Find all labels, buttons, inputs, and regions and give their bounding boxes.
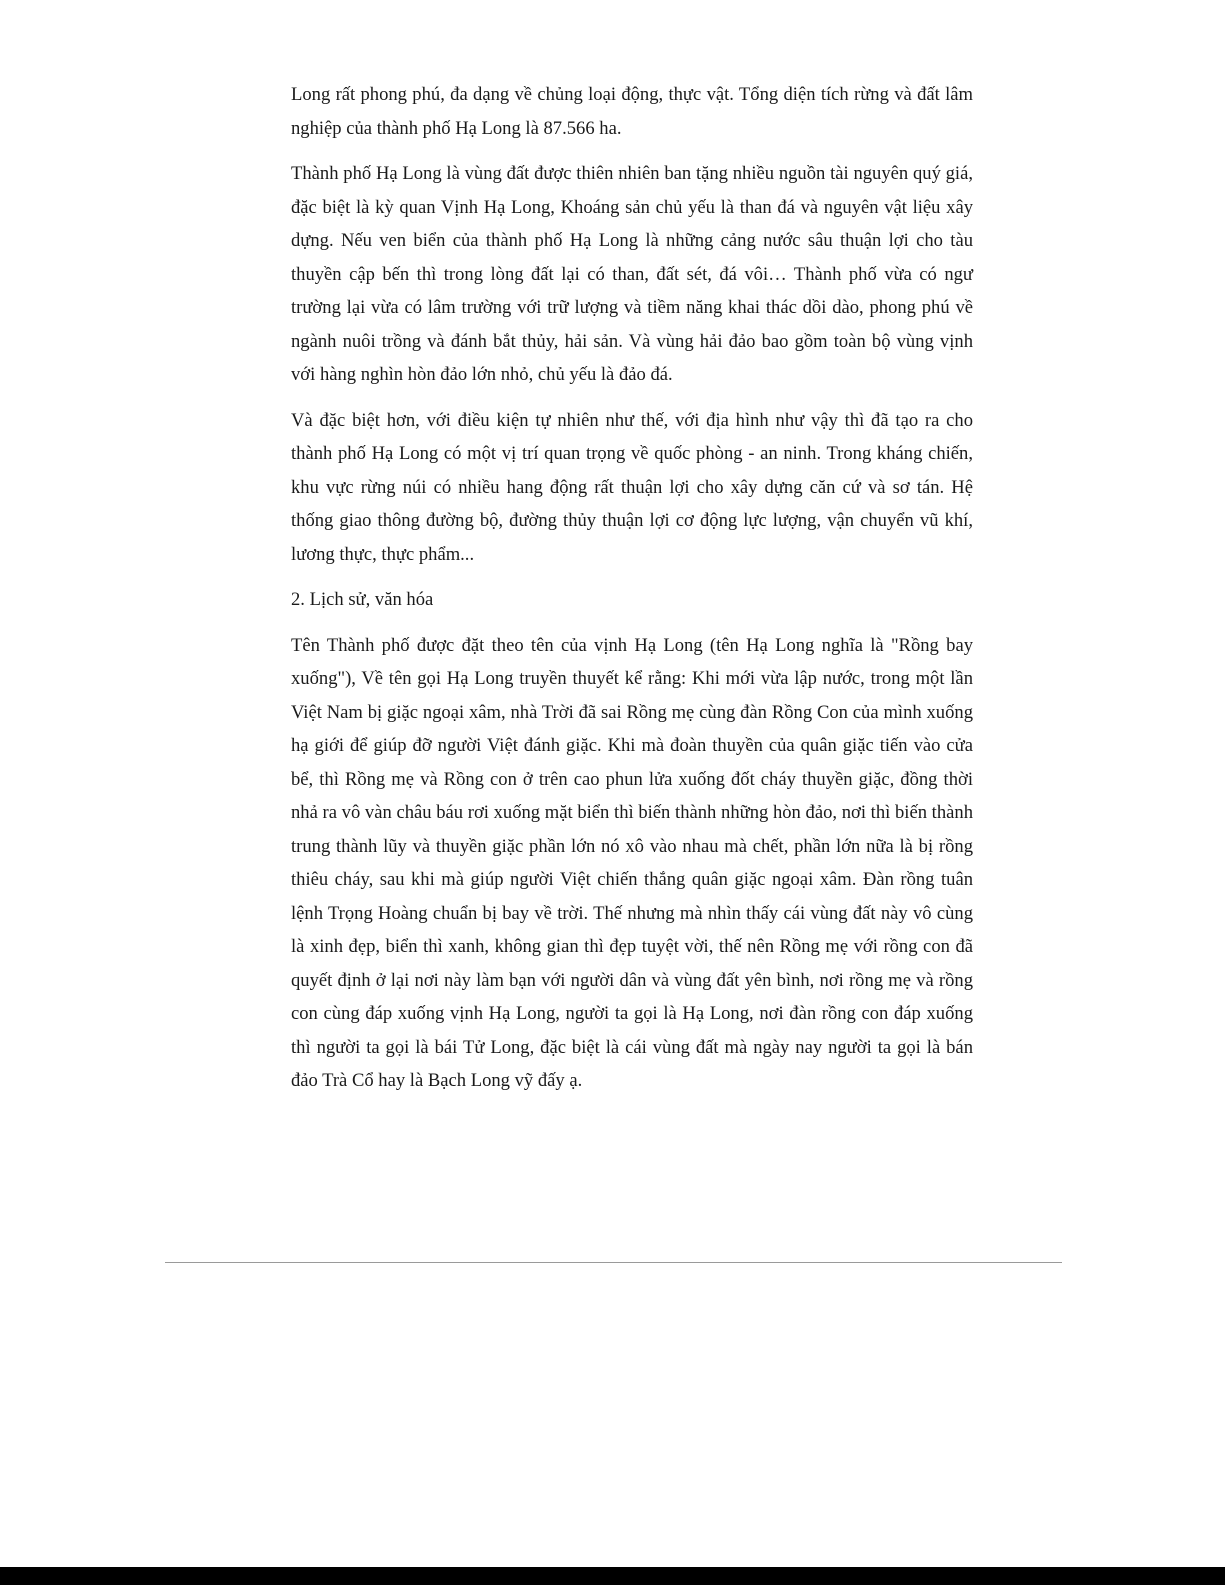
- document-body: [291, 78, 973, 1110]
- bottom-edge-bar: [0, 1567, 1225, 1585]
- page-divider: [165, 1262, 1062, 1263]
- paragraph-defense-security: Và đặc biệt hơn, với điều kiện tự nhiên như thế, với địa hình như vậy thì đã tạo ra cho thành phố Hạ Long có một vị trí quan trọng về quốc phòng - an ninh. Trong kháng chiến, khu vực rừng núi có nhiều hang động rất thuận lợi cho xây dựng căn cứ và sơ tán. Hệ thống giao thông đường bộ, đường thủy thuận lợi cơ động lực lượng, vận chuyển vũ khí, lương thực, thực phẩm...: [291, 409, 973, 565]
- paragraph-forest-area: Long rất phong phú, đa dạng về chủng loại động, thực vật. Tổng diện tích rừng và đất lâm nghiệp của thành phố Hạ Long là 87.566 ha.: [291, 84, 973, 139]
- paragraph-natural-resources: Thành phố Hạ Long là vùng đất được thiên nhiên ban tặng nhiều nguồn tài nguyên quý giá, đặc biệt là kỳ quan Vịnh Hạ Long, Khoáng sản chủ yếu là than đá và nguyên vật liệu xây dựng. Nếu ven biển của thành phố Hạ Long là những cảng nước sâu thuận lợi cho tàu thuyền cập bến thì trong lòng đất lại có than, đất sét, đá vôi… Thành phố vừa có ngư trường lại vừa có lâm trường với trữ lượng và tiềm năng khai thác dồi dào, phong phú về ngành nuôi trồng và đánh bắt thủy, hải sản. Và vùng hải đảo bao gồm toàn bộ vùng vịnh với hàng nghìn hòn đảo lớn nhỏ, chủ yếu là đảo đá.: [291, 163, 973, 385]
- paragraph-legend-ha-long: Tên Thành phố được đặt theo tên của vịnh Hạ Long (tên Hạ Long nghĩa là "Rồng bay xuống"), Về tên gọi Hạ Long truyền thuyết kể rằng: Khi mới vừa lập nước, trong một lần Việt Nam bị giặc ngoại xâm, nhà Trời đã sai Rồng mẹ cùng đàn Rồng Con của mình xuống hạ giới để giúp đỡ người Việt đánh giặc. Khi mà đoàn thuyền của quân giặc tiến vào cửa bể, thì Rồng mẹ và Rồng con ở trên cao phun lửa xuống đốt cháy thuyền giặc, đồng thời nhả ra vô vàn châu báu rơi xuống mặt biển thì biến thành những hòn đảo, nơi thì biến thành trung thành lũy và thuyền giặc phần lớn nó xô vào nhau mà chết, phần lớn nữa là bị rồng thiêu cháy, sau khi mà giúp người Việt chiến thắng quân giặc ngoại xâm. Đàn rồng tuân lệnh Trọng Hoàng chuẩn bị bay về trời. Thế nhưng mà nhìn thấy cái vùng đất này vô cùng là xinh đẹp, biển thì xanh, không gian thì đẹp tuyệt vời, thế nên Rồng mẹ với rồng con đã quyết định ở lại nơi này làm bạn với người dân và vùng đất yên bình, nơi rồng mẹ và rồng con cùng đáp xuống vịnh Hạ Long, người ta gọi là Hạ Long, nơi đàn rồng con đáp xuống thì người ta gọi là bái Tử Long, đặc biệt là cái vùng đất mà ngày nay người ta gọi là bán đảo Trà Cổ hay là Bạch Long vỹ đấy ạ.: [291, 634, 973, 1091]
- section-heading-history-culture: 2. Lịch sử, văn hóa: [291, 589, 434, 610]
